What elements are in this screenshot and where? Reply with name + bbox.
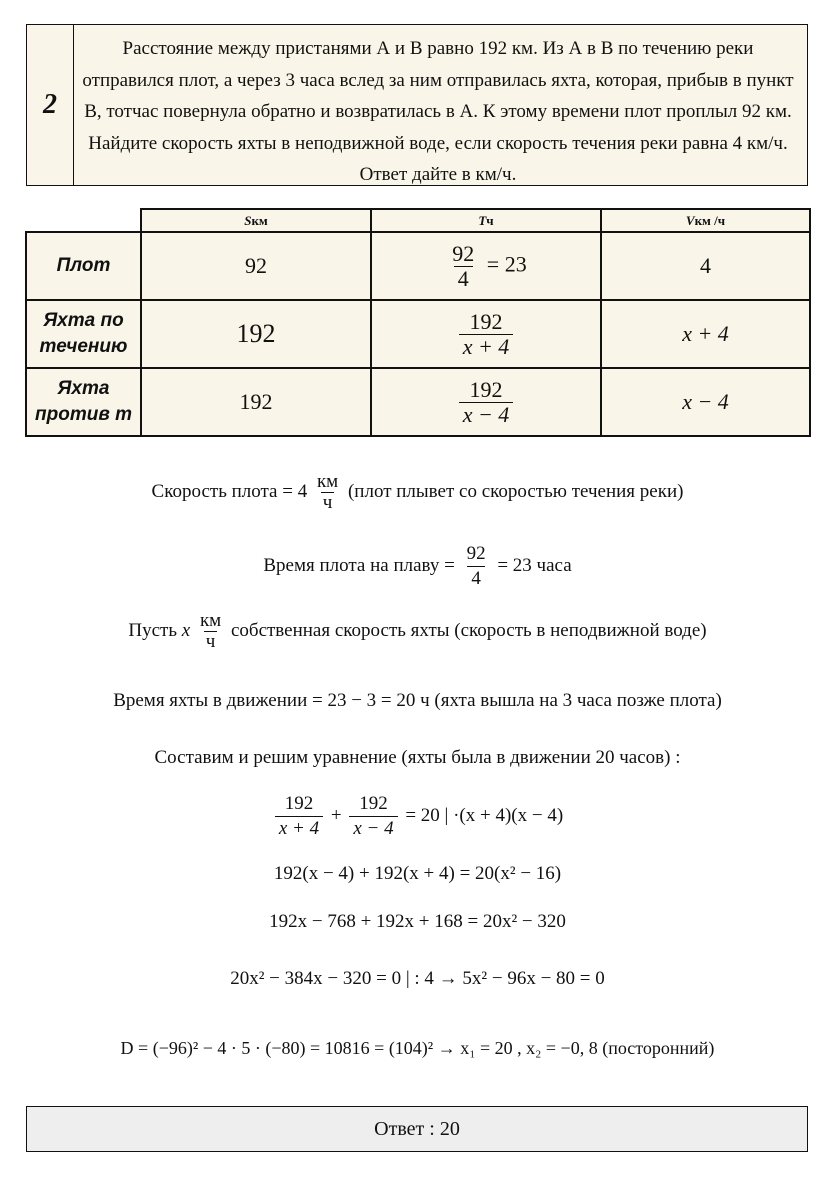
raft-speed-line: Скорость плота = 4 $\frac{км}{ч}$ (плот плывет со скоростью течения реки) xyxy=(151,471,684,513)
raft-time-line: Время плота на плаву = $\frac{92}{4}$ = 23 часа xyxy=(263,543,572,589)
problem-box xyxy=(26,24,808,186)
row-label-yacht-upstream: Яхта против т xyxy=(26,368,141,436)
raft-distance: 92 xyxy=(141,232,371,300)
header-distance: Sкм xyxy=(141,209,371,232)
row-label-raft: Плот xyxy=(26,232,141,300)
raft-time: $\frac{92}{4}$ = 23 xyxy=(371,232,601,300)
data-table xyxy=(25,208,811,437)
problem-number: 2 xyxy=(27,25,74,185)
let-x-line: Пусть x $\frac{км}{ч}$ собственная скорость яхты (скорость в неподвижной воде) xyxy=(128,610,707,652)
table-header-row xyxy=(26,209,810,232)
equation-3: 192x − 768 + 192x + 168 = 20x² − 320 xyxy=(269,911,566,932)
table-row xyxy=(26,300,810,368)
discriminant-line: D = (−96)² − 4 · 5 · (−80) = 10816 = (104)² → x₁ = 20 , x₂ = −0, 8 (посторонний) xyxy=(120,1038,715,1058)
equation-2: 192(x − 4) + 192(x + 4) = 20(x² − 16) xyxy=(273,863,562,884)
yacht-up-distance: 192 xyxy=(141,368,371,436)
yacht-up-time: $\frac{192}{x - 4}$ xyxy=(371,368,601,436)
yacht-down-speed: x + 4 xyxy=(601,300,810,368)
yacht-time-line: Время яхты в движении = 23 − 3 = 20 ч (яхта вышла на 3 часа позже плота) xyxy=(113,690,722,711)
equation-intro: Составим и решим уравнение (яхты была в движении 20 часов) : xyxy=(154,747,681,768)
yacht-down-time: $\frac{192}{x + 4}$ xyxy=(371,300,601,368)
row-label-yacht-downstream: Яхта по течению xyxy=(26,300,141,368)
equation-4: 20x² − 384x − 320 = 0 | : 4 → 5x² − 96x − 80 = 0 xyxy=(230,968,605,989)
raft-speed: 4 xyxy=(601,232,810,300)
problem-text: Расстояние между пристанями А и В равно 192 км. Из А в В по течению реки отправился плот, а через 3 часа вслед за ним отправилась яхта, которая, прибыв в пункт В, тотчас повернула обратно и возвратилась в А. К этому времени плот проплыл 92 км. Найдите скорость яхты в неподвижной воде, если скорость течения реки равна 4 км/ч. Ответ дайте в км/ч. xyxy=(82,38,794,185)
yacht-up-speed: x − 4 xyxy=(601,368,810,436)
table-row xyxy=(26,368,810,436)
header-time: Tч xyxy=(371,209,601,232)
yacht-down-distance: 192 xyxy=(141,300,371,368)
answer-box: Ответ : 20 xyxy=(26,1106,808,1152)
header-speed: Vкм /ч xyxy=(601,209,810,232)
equation-1: $\frac{192}{x + 4}$ + $\frac{192}{x - 4}$ = 20 | ·(x + 4)(x − 4) xyxy=(0,792,835,841)
table-row xyxy=(26,232,810,300)
table-corner xyxy=(26,209,141,232)
